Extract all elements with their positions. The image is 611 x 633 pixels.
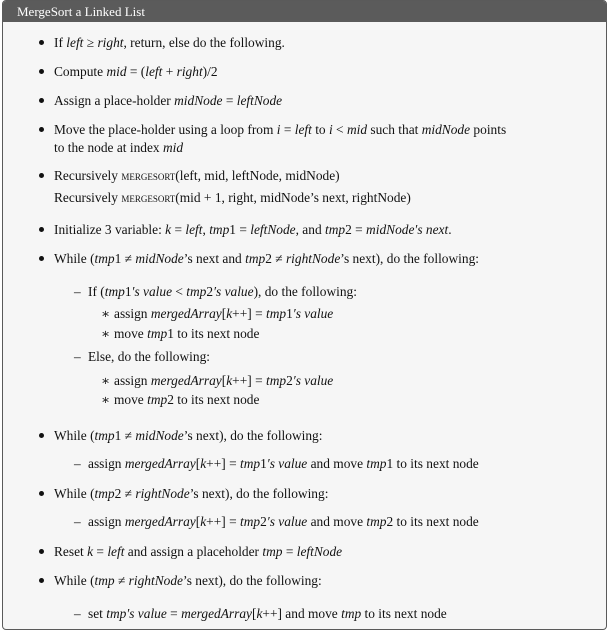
bullet-item: Reset k = left and assign a placeholder tmp = leftNode	[54, 544, 343, 559]
bullet-item: Compute mid = (left + right)/2	[54, 64, 218, 79]
sub-sub-item: ∗ assign mergedArray[k++] = tmp2′s value	[114, 373, 333, 389]
bullet-item: If left ≥ right, return, else do the following.	[54, 35, 285, 50]
bullet-item: While (tmp2 ≠ rightNode’s next), do the following:	[54, 486, 329, 501]
sub-sub-item: ∗ move tmp1 to its next node	[114, 326, 259, 342]
bullet-item: Assign a place-holder midNode = leftNode	[54, 93, 283, 108]
bullet-item: Move the place-holder using a loop from i = left to i < mid such that midNode points	[54, 122, 507, 137]
sub-item: – If (tmp1′s value < tmp2′s value), do the following:	[88, 284, 357, 300]
continuation-line: Recursively mergesort(mid + 1, right, midNode’s next, rightNode)	[54, 190, 411, 205]
bullet-item: Recursively mergesort(left, mid, leftNode, midNode)	[54, 168, 340, 183]
sub-item: – assign mergedArray[k++] = tmp1′s value and move tmp1 to its next node	[88, 456, 479, 472]
continuation-line: to the node at index mid	[54, 140, 184, 155]
sub-sub-item: ∗ move tmp2 to its next node	[114, 392, 259, 408]
sub-sub-item: ∗ assign mergedArray[k++] = tmp1′s value	[114, 306, 333, 322]
bullet-item: While (tmp1 ≠ midNode’s next and tmp2 ≠ rightNode’s next), do the following:	[54, 251, 479, 266]
sub-item: – set tmp′s value = mergedArray[k++] and move tmp to its next node	[88, 606, 447, 622]
sub-item: – assign mergedArray[k++] = tmp2′s value and move tmp2 to its next node	[88, 514, 479, 530]
sub-item: – Else, do the following:	[88, 349, 210, 365]
bullet-item: While (tmp1 ≠ midNode’s next), do the following:	[54, 428, 323, 443]
algorithm-box	[2, 0, 607, 630]
bullet-item: Initialize 3 variable: k = left, tmp1 = leftNode, and tmp2 = midNode′s next.	[54, 222, 452, 237]
box-title: MergeSort a Linked List	[3, 1, 606, 22]
bullet-item: While (tmp ≠ rightNode’s next), do the following:	[54, 573, 322, 588]
